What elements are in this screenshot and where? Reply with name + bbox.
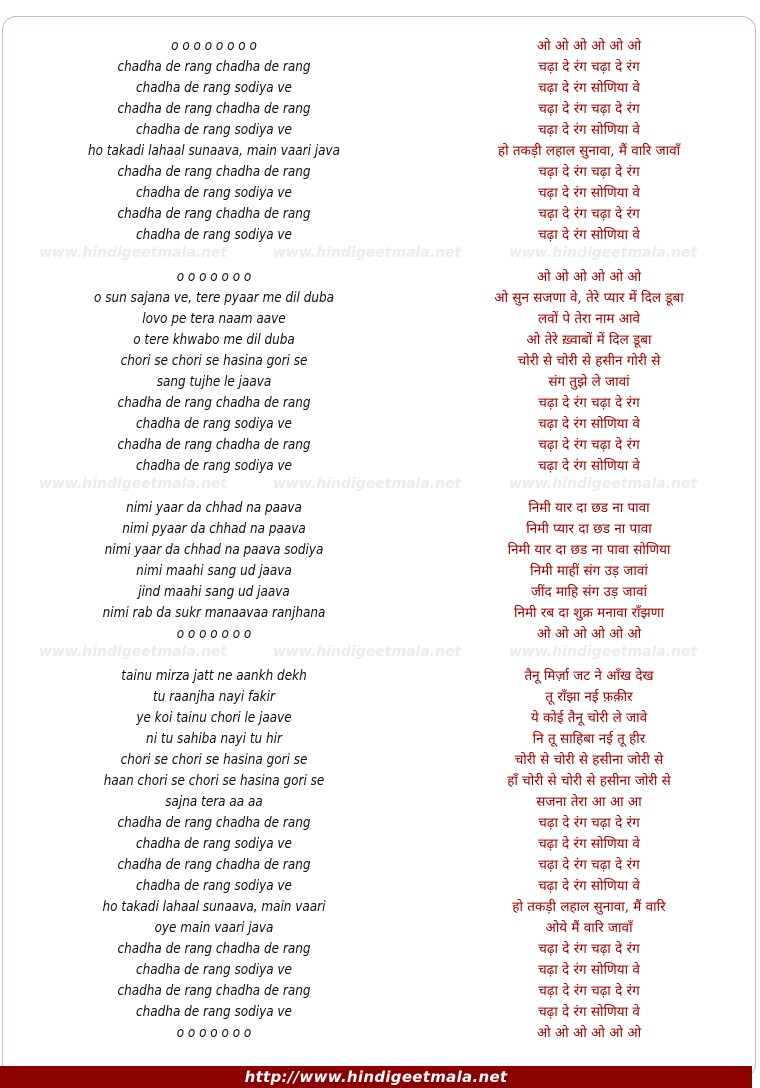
lyric-line: chadha de rang sodiya ve: [136, 1004, 292, 1020]
lyric-line: ni tu sahiba nayi tu hir: [146, 731, 282, 747]
stanza-gap: [33, 477, 396, 498]
lyric-line: chadha de rang chadha de rang: [117, 941, 311, 957]
lyric-line: तैनू मिर्ज़ा जट ने आँख देख: [524, 668, 654, 684]
lyric-line: चढ़ा दे रंग सोणिया वे: [538, 878, 640, 894]
lyric-line: हो तकड़ी लहाल सुनावा, मैं वारि: [512, 899, 666, 915]
lyric-line: हो तकड़ी लहाल सुनावा, मैं वारि जावाँ: [497, 143, 681, 159]
lyric-line: चढ़ा दे रंग सोणिया वे: [538, 185, 640, 201]
lyric-line: chadha de rang sodiya ve: [136, 185, 292, 201]
lyric-line: o o o o o o o: [176, 1025, 252, 1041]
lyric-line: चढ़ा दे रंग सोणिया वे: [538, 416, 640, 432]
lyric-line: o tere khwabo me dil duba: [133, 332, 295, 348]
roman-lyrics-column: [33, 36, 396, 1044]
lyrics-panel: [2, 16, 756, 1078]
lyric-line: nimi rab da sukr manaavaa ranjhana: [102, 605, 326, 621]
lyric-line: chadha de rang sodiya ve: [136, 878, 292, 894]
lyric-line: nimi pyaar da chhad na paava: [122, 521, 306, 537]
stanza-gap: [423, 645, 755, 666]
lyric-line: o o o o o o o: [176, 626, 252, 642]
lyric-line: chadha de rang chadha de rang: [117, 395, 311, 411]
lyric-line: chadha de rang sodiya ve: [136, 122, 292, 138]
watermark: www.hindigeetmala.net: [509, 245, 698, 261]
lyric-line: chadha de rang chadha de rang: [117, 101, 311, 117]
lyric-line: chadha de rang chadha de rang: [117, 857, 311, 873]
footer-bar: [0, 1066, 752, 1088]
lyric-line: चढ़ा दे रंग चढ़ा दे रंग: [538, 857, 640, 873]
lyric-line: चढ़ा दे रंग चढ़ा दे रंग: [538, 941, 640, 957]
lyric-line: ओ तेरे ख़्वाबों में दिल डूबा: [526, 332, 652, 348]
lyric-line: सजना तेरा आ आ आ: [536, 794, 642, 810]
lyric-line: चढ़ा दे रंग चढ़ा दे रंग: [538, 815, 640, 831]
lyric-line: चढ़ा दे रंग चढ़ा दे रंग: [538, 437, 640, 453]
lyric-line: chadha de rang sodiya ve: [136, 458, 292, 474]
lyric-line: chadha de rang sodiya ve: [136, 962, 292, 978]
watermark: www.hindigeetmala.net: [39, 476, 228, 492]
lyric-line: चढ़ा दे रंग सोणिया वे: [538, 1004, 640, 1020]
lyric-line: o sun sajana ve, tere pyaar me dil duba: [94, 290, 334, 306]
lyric-line: lovo pe tera naam aave: [142, 311, 286, 327]
lyric-line: sang tujhe le jaava: [156, 374, 272, 390]
lyric-line: chadha de rang sodiya ve: [136, 836, 292, 852]
lyric-line: chadha de rang chadha de rang: [117, 815, 311, 831]
lyric-line: चढ़ा दे रंग चढ़ा दे रंग: [538, 395, 640, 411]
lyric-line: निमी माहीं संग उड़ जावां: [530, 563, 648, 579]
lyric-line: chadha de rang sodiya ve: [136, 227, 292, 243]
lyric-line: nimi maahi sang ud jaava: [136, 563, 292, 579]
lyric-line: chadha de rang sodiya ve: [136, 80, 292, 96]
lyric-line: लवों पे तेरा नाम आवे: [537, 311, 641, 327]
lyric-line: चढ़ा दे रंग सोणिया वे: [538, 458, 640, 474]
lyric-line: निमी यार दा छड ना पावा सोणिया: [507, 542, 671, 558]
lyric-line: चढ़ा दे रंग चढ़ा दे रंग: [538, 164, 640, 180]
lyric-line: ओये मैं वारि जावाँ: [545, 920, 633, 936]
lyric-line: निमी प्यार दा छड ना पावा: [526, 521, 652, 537]
watermark: www.hindigeetmala.net: [273, 245, 462, 261]
lyric-line: जींद माहि संग उड़ जावां: [531, 584, 647, 600]
lyric-line: चढ़ा दे रंग सोणिया वे: [538, 962, 640, 978]
watermark: www.hindigeetmala.net: [273, 644, 462, 660]
lyric-line: chadha de rang chadha de rang: [117, 206, 311, 222]
lyric-line: नि तू साहिबा नई तू हीर: [532, 731, 646, 747]
lyric-line: nimi yaar da chhad na paava: [126, 500, 302, 516]
lyric-line: ye koi tainu chori le jaave: [136, 710, 292, 726]
lyric-line: chadha de rang chadha de rang: [117, 59, 311, 75]
stanza-gap: [33, 645, 396, 666]
footer-url-link[interactable]: http://www.hindigeetmala.net: [244, 1068, 508, 1086]
lyric-line: ओ सुन सजणा वे, तेरे प्यार में दिल डूबा: [494, 290, 684, 306]
lyric-line: निमी यार दा छड ना पावा: [528, 500, 650, 516]
watermark: www.hindigeetmala.net: [509, 644, 698, 660]
lyric-line: चढ़ा दे रंग चढ़ा दे रंग: [538, 206, 640, 222]
watermark: www.hindigeetmala.net: [39, 245, 228, 261]
lyric-line: ho takadi lahaal sunaava, main vaari: [102, 899, 326, 915]
lyric-line: chadha de rang sodiya ve: [136, 416, 292, 432]
lyric-line: chori se chori se hasina gori se: [120, 353, 308, 369]
watermark: www.hindigeetmala.net: [273, 476, 462, 492]
lyric-line: o o o o o o o o: [171, 38, 257, 54]
lyric-line: o o o o o o o: [176, 269, 252, 285]
lyric-line: चढ़ा दे रंग चढ़ा दे रंग: [538, 101, 640, 117]
lyric-line: चोरी से चोरी से हसीना जोरी से: [514, 752, 664, 768]
lyric-line: हाँ चोरी से चोरी से हसीना जोरी से: [507, 773, 671, 789]
stanza-gap: [423, 477, 755, 498]
lyric-line: चोरी से चोरी से हसीन गोरी से: [517, 353, 661, 369]
lyric-line: ओ ओ ओ ओ ओ ओ: [536, 1025, 642, 1041]
watermark: www.hindigeetmala.net: [39, 644, 228, 660]
lyric-line: चढ़ा दे रंग सोणिया वे: [538, 122, 640, 138]
lyric-line: चढ़ा दे रंग सोणिया वे: [538, 227, 640, 243]
stanza-gap: [33, 246, 396, 267]
lyric-line: chadha de rang chadha de rang: [117, 164, 311, 180]
lyric-line: tainu mirza jatt ne aankh dekh: [121, 668, 307, 684]
lyric-line: चढ़ा दे रंग चढ़ा दे रंग: [538, 983, 640, 999]
lyric-line: ओ ओ ओ ओ ओ ओ: [536, 38, 642, 54]
lyric-line: chadha de rang chadha de rang: [117, 437, 311, 453]
lyric-line: ओ ओ ओ ओ ओ ओ: [536, 269, 642, 285]
lyric-line: sajna tera aa aa: [165, 794, 263, 810]
lyric-line: jind maahi sang ud jaava: [138, 584, 290, 600]
stanza-gap: [423, 246, 755, 267]
lyric-line: निमी रब दा शुक्र मनावा राँझणा: [513, 605, 664, 621]
lyric-line: oye main vaari java: [154, 920, 274, 936]
lyric-line: तू राँझा नई फ़क़ीर: [545, 689, 633, 705]
lyric-line: chadha de rang chadha de rang: [117, 983, 311, 999]
lyric-line: चढ़ा दे रंग सोणिया वे: [538, 836, 640, 852]
watermark: www.hindigeetmala.net: [509, 476, 698, 492]
lyric-line: ओ ओ ओ ओ ओ ओ: [536, 626, 642, 642]
lyric-line: ये कोई तैनू चोरी ले जावे: [530, 710, 648, 726]
lyric-line: संग तुझे ले जावां: [548, 374, 630, 390]
lyric-line: chori se chori se hasina gori se: [120, 752, 308, 768]
lyric-line: haan chori se chori se hasina gori se: [103, 773, 325, 789]
lyric-line: nimi yaar da chhad na paava sodiya: [104, 542, 324, 558]
lyric-line: tu raanjha nayi fakir: [153, 689, 275, 705]
lyric-line: ho takadi lahaal sunaava, main vaari java: [88, 143, 340, 159]
hindi-lyrics-column: [423, 36, 755, 1044]
lyric-line: चढ़ा दे रंग चढ़ा दे रंग: [538, 59, 640, 75]
lyric-line: चढ़ा दे रंग सोणिया वे: [538, 80, 640, 96]
